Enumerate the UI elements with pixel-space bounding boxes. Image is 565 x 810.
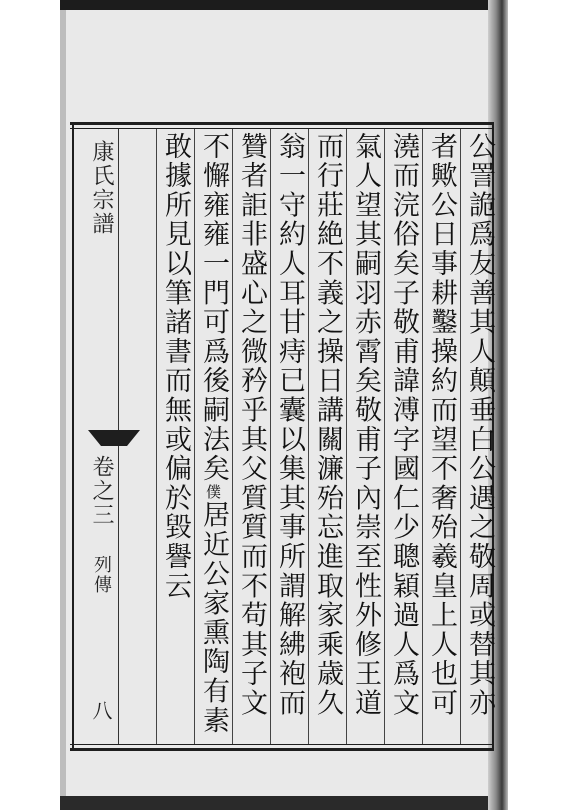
text-column-7: 贊者詎非盛心之微矜乎其父質質而不苟其子文	[236, 132, 267, 718]
left-page-edge	[60, 0, 66, 810]
fishtail-mark	[88, 430, 140, 446]
text-column-6: 翁一守約人耳甘痔已囊以集其事所謂解紼袍而	[274, 132, 305, 718]
frame-top-rule	[70, 122, 494, 125]
text-column-2: 者歟公日事耕鑿操約而望不奢殆羲皇上人也可	[426, 132, 457, 718]
text-column-4: 氣人望其嗣羽赤霄矣敬甫子內崇至性外修王道	[350, 132, 381, 718]
text-column-1: 公詈詭爲友善其人顛垂白公遇之敬周或替其亦	[464, 132, 495, 718]
text-column-8-main: 不懈雍雍一門可爲後嗣法矣	[198, 132, 229, 484]
text-column-8	[194, 132, 232, 742]
bottom-scan-border	[60, 796, 500, 810]
banxin-book-title: 康氏宗譜	[89, 140, 114, 236]
frame-top-inner-rule	[70, 128, 494, 129]
top-scan-border	[60, 0, 500, 10]
banxin-section: 列傳	[91, 555, 112, 595]
text-column-9: 敢據所見以筆諸書而無或偏於毀譽云	[160, 132, 191, 601]
frame-left-rule	[72, 122, 74, 751]
text-column-8-tail: 居近公家熏陶有素	[198, 500, 229, 736]
text-column-3: 澆而浣俗矣子敬甫諱溥字國仁少聰穎過人爲文	[388, 132, 419, 718]
banxin-page-number: 八	[89, 700, 113, 720]
frame-bottom-rule	[70, 748, 494, 751]
frame-bottom-inner-rule	[70, 744, 494, 745]
text-column-5: 而行莊絶不義之操日講關濂殆忘進取家乘歳久	[312, 132, 343, 718]
banxin-volume: 卷之三	[89, 455, 114, 527]
text-column-8-small-char: 僕	[204, 483, 222, 501]
